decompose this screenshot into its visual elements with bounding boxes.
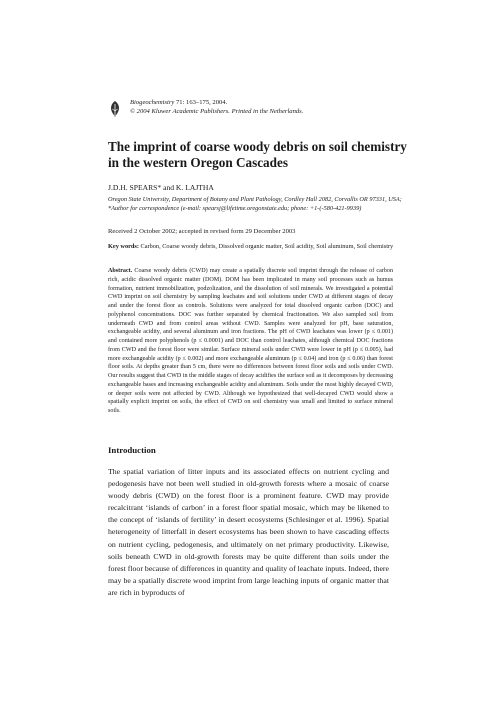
keywords-label: Key words: [108,243,139,250]
journal-name: Biogeochemistry [130,99,175,106]
citation-line [130,98,408,107]
keywords-text: Carbon, Coarse woody debris, Dissolved organic matter, Soil acidity, Soil aluminum, Soil chemistry [138,243,394,250]
publisher-logo-icon [108,100,122,118]
affiliation: Oregon State University, Department of Botany and Plant Pathology, Cordley Hall 2082, Corvallis OR 97331, USA; *Author for correspondence (e-mail: spearsj@lifetime.oregonstate.edu; phone: +1-(-580-421-9939) [108,196,402,212]
received-dates: Received 2 October 2002; accepted in revised form 29 December 2003 [108,228,296,235]
keywords [108,243,400,252]
article-title: The imprint of coarse woody debris on soil chemistry in the western Oregon Cascades [108,139,407,170]
abstract-text: Coarse woody debris (CWD) may create a spatially discrete soil imprint through the release of carbon rich, acidic dissolved organic matter (DOM). DOM has been implicated in many soil processes such as humus formation, nutrient immobilization, podzolization, and the dissolution of soil minerals. We investigated a potential CWD imprint on soil chemistry by sampling leachates and soil solutions under CWD at different stages of decay and under the forest floor as controls. Solutions were analyzed for total dissolved organic carbon (DOC) and polyphenol concentrations. DOC was further separated by chemical fractionation. We also sampled soil from underneath CWD and from control areas without CWD. Samples were analyzed for pH, base saturation, exchangeable acidity, and several aluminum and iron fractions. The pH of CWD leachates was lower (p ≤ 0.001) and contained more polyphenols (p ≤ 0.0001) and DOC than control leachates, although chemical DOC fractions from CWD and the forest floor were similar. Surface mineral soils under CWD were lower in pH (p ≤ 0.005), had more exchangeable acidity (p ≤ 0.002) and more exchangeable aluminum (p ≤ 0.04) and iron (p ≤ 0.06) than forest floor soils. At depths greater than 5 cm, there were no differences between forest floor soils and soils under CWD. Our results suggest that CWD in the middle stages of decay acidifies the surface soil as it decomposes by decreasing exchangeable bases and increasing exchangeable acidity and aluminum. Soils under the most highly decayed CWD, or deeper soils were not affected by CWD. Although we hypothesized that well-decayed CWD would show a spatially explicit imprint on soils, the effect of CWD on soil chemistry was small and limited to surface mineral soils. [108,268,393,414]
journal-header [108,98,408,116]
abstract-label: Abstract. [108,268,133,274]
authors: J.D.H. SPEARS* and K. LAJTHA [108,183,214,192]
abstract [108,267,393,416]
introduction-heading: Introduction [108,445,156,455]
citation-volume-pages: 71: 163–175, 2004. [174,99,228,106]
introduction-text: The spatial variation of litter inputs and its associated effects on nutrient cycling and pedogenesis have not been well studied in old-growth forests where a mosaic of coarse woody debris (CWD) on the forest floor is a prominent feature. CWD may provide recalcitrant ‘islands of carbon’ in a forest floor spatial mosaic, which may be likened to the concept of ‘islands of fertility’ in desert ecosystems (Schlesinger et al. 1996). Spatial heterogeneity of litterfall in desert ecosystems has been shown to have cascading effects on nutrient cycling, pedogenesis, and ultimately on net primary productivity. Likewise, soils beneath CWD in old-growth forests may be quite different than soils under the forest floor because of differences in quantity and quality of leachate inputs. Indeed, there may be a spatially discrete wood imprint from large leaching inputs of organic matter that are rich in byproducts of [108,467,389,597]
copyright-line: © 2004 Kluwer Academic Publishers. Printed in the Netherlands. [130,108,304,115]
